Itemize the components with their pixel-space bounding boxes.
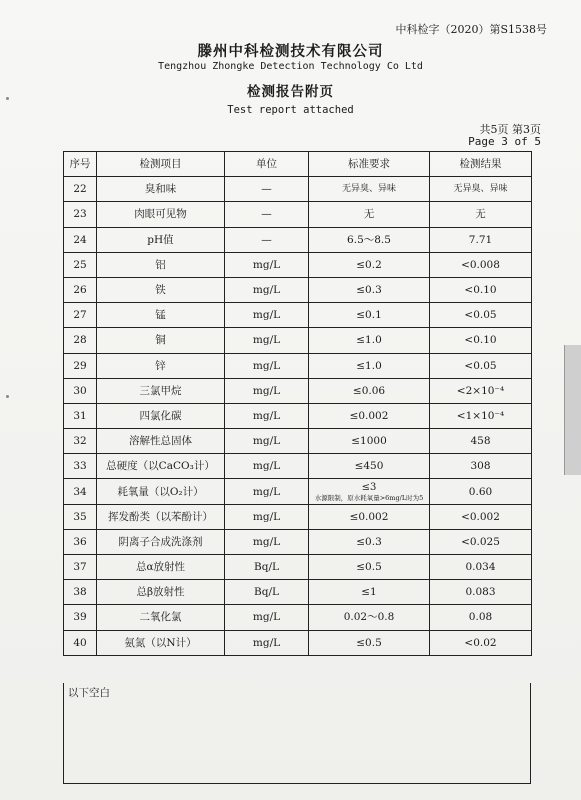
cell-no: 23 (64, 202, 97, 227)
cell-standard: ≤1.0 (309, 353, 430, 378)
cell-unit: mg/L (225, 504, 309, 529)
cell-result: <0.05 (430, 303, 532, 328)
cell-standard: ≤1.0 (309, 328, 430, 353)
cell-standard: ≤0.002 (309, 403, 430, 428)
table-row (64, 277, 532, 302)
cell-no: 32 (64, 429, 97, 454)
page-count-cn: 共5页 第3页 (479, 123, 541, 136)
cell-item: 铜 (97, 328, 225, 353)
cell-item: 阴离子合成洗涤剂 (97, 529, 225, 554)
table-row (64, 378, 532, 403)
report-number: 中科检字（2020）第S1538号 (395, 23, 547, 36)
cell-unit: mg/L (225, 328, 309, 353)
cell-standard: 0.02～0.8 (309, 605, 430, 630)
cell-standard: ≤0.06 (309, 378, 430, 403)
cell-no: 33 (64, 454, 97, 479)
cell-unit: mg/L (225, 403, 309, 428)
cell-unit: mg/L (225, 605, 309, 630)
cell-unit: mg/L (225, 454, 309, 479)
cell-result: 458 (430, 429, 532, 454)
cell-standard: ≤0.1 (309, 303, 430, 328)
test-results-table (63, 151, 532, 656)
cell-unit: mg/L (225, 277, 309, 302)
table-row (64, 504, 532, 529)
cell-no: 22 (64, 177, 97, 202)
cell-item: 臭和味 (97, 177, 225, 202)
cell-standard: ≤1000 (309, 429, 430, 454)
report-title-cn: 检测报告附页 (247, 84, 334, 100)
cell-item: 总硬度（以CaCO₃计） (97, 454, 225, 479)
cell-no: 29 (64, 353, 97, 378)
cell-no: 30 (64, 378, 97, 403)
cell-item: 锰 (97, 303, 225, 328)
table-row (64, 353, 532, 378)
cell-result: <0.02 (430, 630, 532, 655)
cell-no: 31 (64, 403, 97, 428)
cell-no: 37 (64, 555, 97, 580)
cell-standard: ≤0.2 (309, 252, 430, 277)
table-row (64, 479, 532, 504)
table-header-row (64, 152, 532, 177)
cell-result: 无异臭、异味 (430, 177, 532, 202)
cell-item: 总β放射性 (97, 580, 225, 605)
cell-result: 0.08 (430, 605, 532, 630)
footer-box (63, 683, 531, 784)
table-row (64, 303, 532, 328)
cell-unit: — (225, 202, 309, 227)
cell-no: 28 (64, 328, 97, 353)
cell-item: 总α放射性 (97, 555, 225, 580)
cell-item: 四氯化碳 (97, 403, 225, 428)
cell-result: 308 (430, 454, 532, 479)
cell-no: 26 (64, 277, 97, 302)
table-row (64, 529, 532, 554)
binding-hole (6, 395, 9, 398)
cell-result: <0.002 (430, 504, 532, 529)
cell-result: <0.05 (430, 353, 532, 378)
cell-result: 0.083 (430, 580, 532, 605)
cell-standard (309, 479, 430, 504)
cell-no: 24 (64, 227, 97, 252)
table-row (64, 630, 532, 655)
company-name-en: Tengzhou Zhongke Detection Technology Co Ltd (158, 61, 423, 72)
col-header-no: 序号 (64, 152, 97, 177)
col-header-unit: 单位 (225, 152, 309, 177)
cell-unit: Bq/L (225, 555, 309, 580)
cell-standard: ≤0.3 (309, 277, 430, 302)
cell-result: <2×10⁻⁴ (430, 378, 532, 403)
table-row (64, 328, 532, 353)
cell-unit: mg/L (225, 479, 309, 504)
cell-standard: ≤0.5 (309, 555, 430, 580)
cell-no: 35 (64, 504, 97, 529)
cell-no: 36 (64, 529, 97, 554)
cell-result: <0.008 (430, 252, 532, 277)
cell-result: 0.034 (430, 555, 532, 580)
col-header-item: 检测项目 (97, 152, 225, 177)
cell-item: 二氧化氯 (97, 605, 225, 630)
cell-no: 38 (64, 580, 97, 605)
cell-no: 27 (64, 303, 97, 328)
col-header-result: 检测结果 (430, 152, 532, 177)
cell-unit: mg/L (225, 303, 309, 328)
blank-below-note: 以下空白 (68, 687, 110, 699)
cell-item: 肉眼可见物 (97, 202, 225, 227)
cell-unit: mg/L (225, 353, 309, 378)
cell-unit: Bq/L (225, 580, 309, 605)
table-row (64, 429, 532, 454)
cell-standard: ≤450 (309, 454, 430, 479)
cell-item: pH值 (97, 227, 225, 252)
cell-unit: — (225, 177, 309, 202)
cell-unit: mg/L (225, 378, 309, 403)
cell-unit: mg/L (225, 529, 309, 554)
side-stamp-fragment (564, 345, 581, 475)
cell-no: 25 (64, 252, 97, 277)
cell-result: 0.60 (430, 479, 532, 504)
cell-no: 34 (64, 479, 97, 504)
cell-standard: 6.5～8.5 (309, 227, 430, 252)
col-header-standard: 标准要求 (309, 152, 430, 177)
cell-item: 锌 (97, 353, 225, 378)
table-row (64, 454, 532, 479)
table-row (64, 177, 532, 202)
cell-result: <1×10⁻⁴ (430, 403, 532, 428)
cell-unit: mg/L (225, 429, 309, 454)
cell-unit: mg/L (225, 252, 309, 277)
report-title-en: Test report attached (227, 104, 354, 116)
cell-standard: ≤0.3 (309, 529, 430, 554)
table-row (64, 580, 532, 605)
binding-hole (6, 97, 9, 100)
table-row (64, 605, 532, 630)
cell-standard: ≤1 (309, 580, 430, 605)
table-row (64, 555, 532, 580)
table-row (64, 202, 532, 227)
table-row (64, 227, 532, 252)
cell-result: 7.71 (430, 227, 532, 252)
cell-result: <0.025 (430, 529, 532, 554)
cell-item: 氨氮（以N计） (97, 630, 225, 655)
cell-item: 铝 (97, 252, 225, 277)
cell-standard: ≤0.5 (309, 630, 430, 655)
page-count-en: Page 3 of 5 (468, 135, 541, 148)
cell-no: 40 (64, 630, 97, 655)
company-name-cn: 滕州中科检测技术有限公司 (197, 43, 384, 60)
cell-standard: ≤0.002 (309, 504, 430, 529)
table-row (64, 252, 532, 277)
cell-no: 39 (64, 605, 97, 630)
cell-unit: mg/L (225, 630, 309, 655)
cell-item: 三氯甲烷 (97, 378, 225, 403)
cell-item: 溶解性总固体 (97, 429, 225, 454)
cell-item: 耗氧量（以O₂计） (97, 479, 225, 504)
cell-item: 铁 (97, 277, 225, 302)
table-row (64, 403, 532, 428)
cell-standard: 无异臭、异味 (309, 177, 430, 202)
cell-item: 挥发酚类（以苯酚计） (97, 504, 225, 529)
cell-result: <0.10 (430, 277, 532, 302)
cell-standard: 无 (309, 202, 430, 227)
cell-result: <0.10 (430, 328, 532, 353)
cell-result: 无 (430, 202, 532, 227)
standard-value: ≤3 (361, 481, 377, 493)
cell-unit: — (225, 227, 309, 252)
standard-note: 水源限制，原水耗氧量>6mg/L时为5 (314, 493, 424, 502)
